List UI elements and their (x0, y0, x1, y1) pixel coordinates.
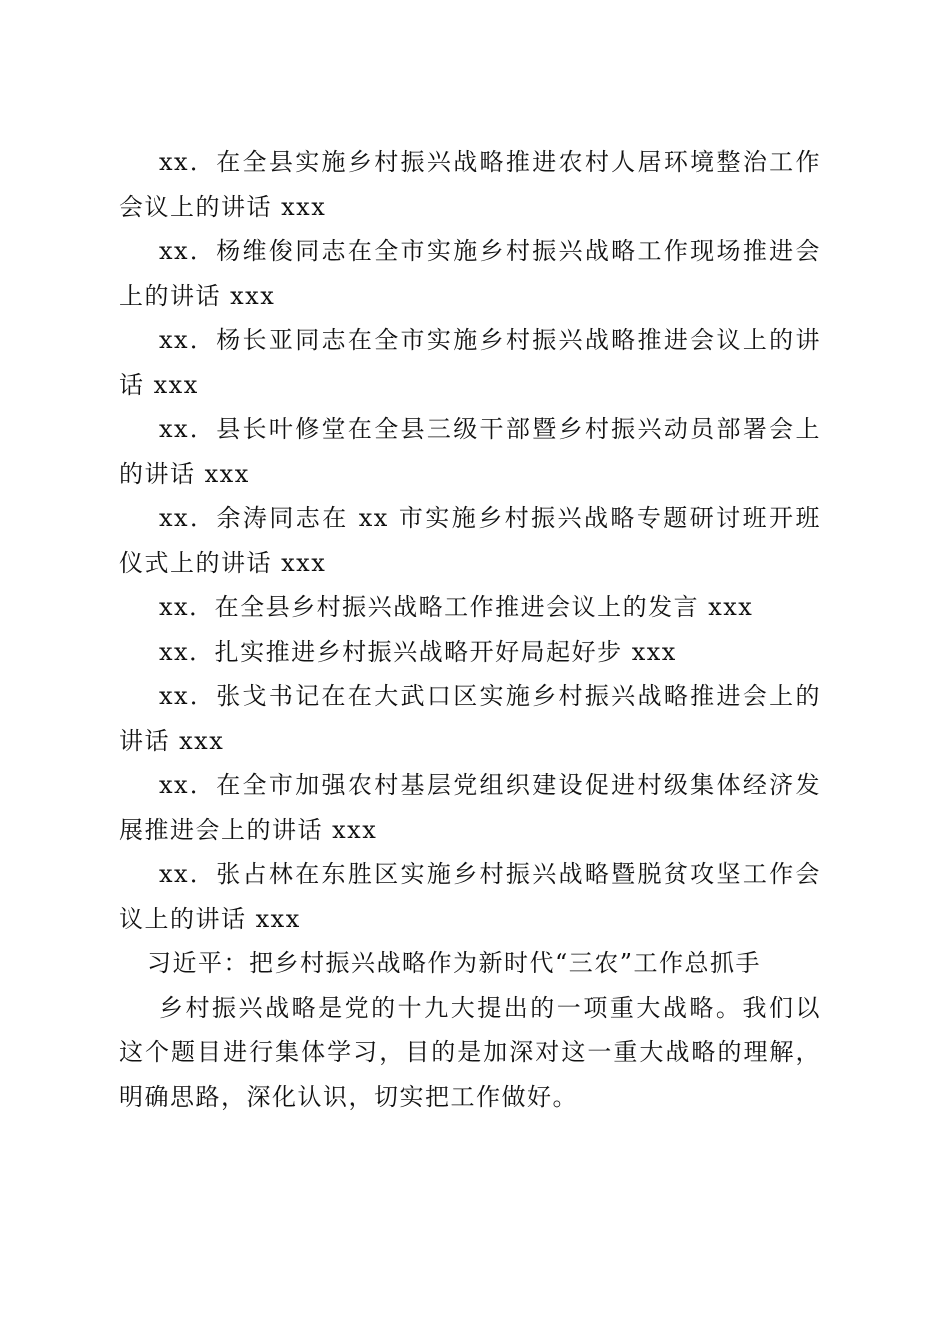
list-item: xx．余涛同志在 xx 市实施乡村振兴战略专题研讨班开班仪式上的讲话 xxx (119, 504, 821, 577)
list-item: xx．杨维俊同志在全市实施乡村振兴战略工作现场推进会上的讲话 xxx (119, 237, 821, 310)
list-item: xx．在全县实施乡村振兴战略推进农村人居环境整治工作会议上的讲话 xxx (119, 148, 821, 221)
body-paragraph: 乡村振兴战略是党的十九大提出的一项重大战略。我们以这个题目进行集体学习，目的是加深对这一重大战略的理解，明确思路，深化认识，切实把工作做好。 (119, 993, 821, 1111)
list-item: xx．在全县乡村振兴战略工作推进会议上的发言 xxx (159, 593, 754, 621)
list-item: xx．张戈书记在在大武口区实施乡村振兴战略推进会上的讲话 xxx (119, 682, 821, 755)
list-item: xx．张占林在东胜区实施乡村振兴战略暨脱贫攻坚工作会议上的讲话 xxx (119, 860, 821, 933)
list-item: xx．县长叶修堂在全县三级干部暨乡村振兴动员部署会上的讲话 xxx (119, 415, 821, 488)
section-title: 习近平：把乡村振兴战略作为新时代“三农”工作总抓手 (147, 949, 762, 977)
document-body (119, 140, 821, 1119)
list-item: xx．杨长亚同志在全市实施乡村振兴战略推进会议上的讲话 xxx (119, 326, 821, 399)
list-item: xx．在全市加强农村基层党组织建设促进村级集体经济发展推进会上的讲话 xxx (119, 771, 821, 844)
list-item: xx．扎实推进乡村振兴战略开好局起好步 xxx (159, 637, 677, 666)
